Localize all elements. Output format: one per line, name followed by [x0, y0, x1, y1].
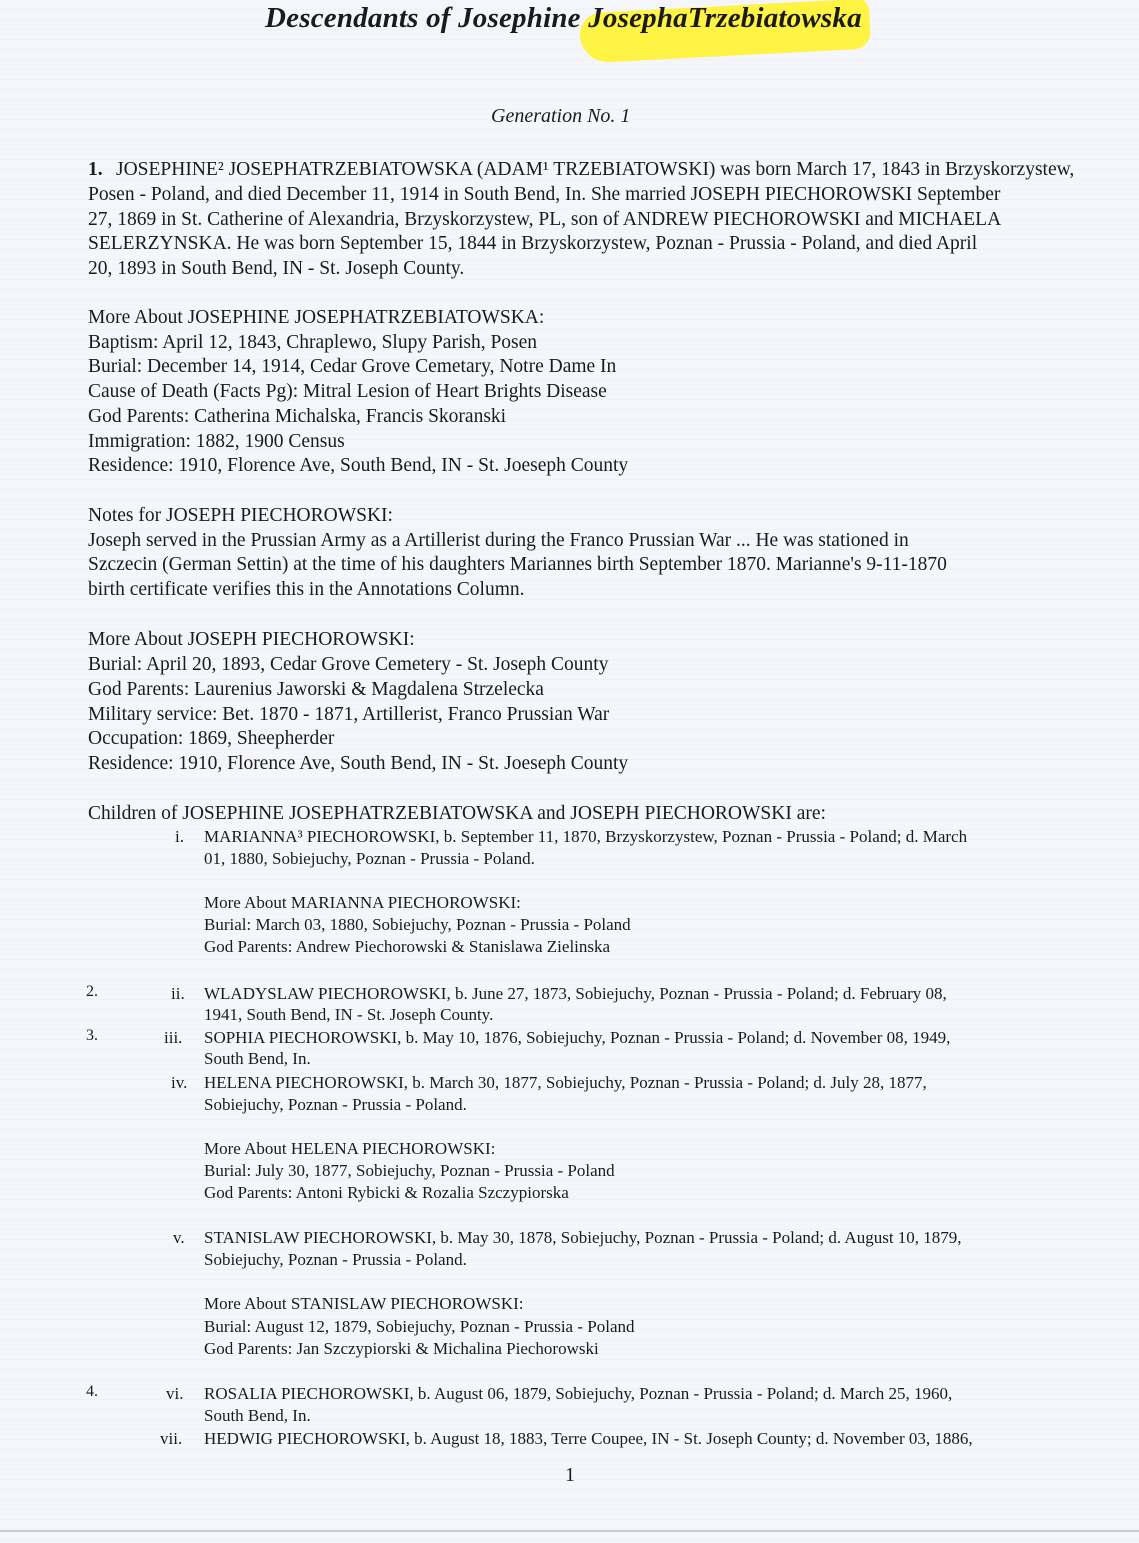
- child-roman-numeral: vi.: [166, 1384, 184, 1403]
- note-line: Szczecin (German Settin) at the time of his daughters Mariannes birth September 1870. Marianne's 9-11-1870: [88, 554, 947, 575]
- fact-line: Residence: 1910, Florence Ave, South Bend, IN - St. Joeseph County: [88, 455, 629, 476]
- children-heading: Children of JOSEPHINE JOSEPHATRZEBIATOWSKA and JOSEPH PIECHOROWSKI are:: [88, 803, 826, 824]
- note-line: Joseph served in the Prussian Army as a Artillerist during the Franco Prussian War ... He was stationed in: [88, 530, 909, 551]
- child-line: ROSALIA PIECHOROWSKI, b. August 06, 1879, Sobiejuchy, Poznan - Prussia - Poland; d. March 25, 1960,: [204, 1384, 953, 1403]
- child-fact-line: God Parents: Andrew Piechorowski & Stanislawa Zielinska: [204, 937, 611, 956]
- child-roman-numeral: iv.: [171, 1073, 188, 1092]
- fact-line: God Parents: Laurenius Jaworski & Magdalena Strzelecka: [88, 679, 544, 700]
- entry-line: SELERZYNSKA. He was born September 15, 1844 in Brzyskorzystew, Poznan - Prussia - Poland, and died April: [88, 233, 978, 254]
- fact-line: Occupation: 1869, Sheepherder: [88, 728, 335, 749]
- page-bottom-edge: [0, 1530, 1139, 1532]
- fact-line: God Parents: Catherina Michalska, Francis Skoranski: [88, 406, 507, 427]
- child-generation-number: 3.: [86, 1027, 98, 1044]
- page-number: 1: [565, 1464, 575, 1486]
- child-line: WLADYSLAW PIECHOROWSKI, b. June 27, 1873, Sobiejuchy, Poznan - Prussia - Poland; d. February 08,: [204, 984, 947, 1003]
- child-line: STANISLAW PIECHOROWSKI, b. May 30, 1878, Sobiejuchy, Poznan - Prussia - Poland; d. August 10, 1879,: [204, 1228, 962, 1247]
- entry-line: Posen - Poland, and died December 11, 1914 in South Bend, In. She married JOSEPH PIECHOROWSKI September: [88, 184, 1001, 205]
- child-line: South Bend, In.: [204, 1406, 311, 1425]
- child-roman-numeral: vii.: [160, 1429, 183, 1448]
- generation-heading: Generation No. 1: [491, 105, 631, 127]
- fact-line: Military service: Bet. 1870 - 1871, Artillerist, Franco Prussian War: [88, 704, 610, 725]
- fact-line: Baptism: April 12, 1843, Chraplewo, Slupy Parish, Posen: [88, 332, 538, 353]
- fact-line: Burial: December 14, 1914, Cedar Grove Cemetary, Notre Dame In: [88, 356, 617, 377]
- child-line: HEDWIG PIECHOROWSKI, b. August 18, 1883, Terre Coupee, IN - St. Joseph County; d. November 03, 1886,: [204, 1429, 973, 1448]
- more-about-joseph-heading: More About JOSEPH PIECHOROWSKI:: [88, 629, 415, 650]
- child-line: Sobiejuchy, Poznan - Prussia - Poland.: [204, 1095, 467, 1114]
- fact-line: Immigration: 1882, 1900 Census: [88, 431, 345, 452]
- note-line: birth certificate verifies this in the Annotations Column.: [88, 579, 525, 600]
- child-generation-number: 2.: [86, 983, 98, 1000]
- child-roman-numeral: i.: [175, 827, 184, 846]
- child-generation-number: 4.: [86, 1383, 98, 1400]
- child-line: SOPHIA PIECHOROWSKI, b. May 10, 1876, Sobiejuchy, Poznan - Prussia - Poland; d. November 08, 1949,: [204, 1028, 951, 1047]
- notes-joseph-heading: Notes for JOSEPH PIECHOROWSKI:: [88, 505, 393, 526]
- child-fact-line: God Parents: Jan Szczypiorski & Michalina Piechorowski: [204, 1339, 599, 1358]
- entry-line: 27, 1869 in St. Catherine of Alexandria, Brzyskorzystew, PL, son of ANDREW PIECHOROWSKI and MICHAELA: [88, 209, 1002, 230]
- more-about-josephine-heading: More About JOSEPHINE JOSEPHATRZEBIATOWSKA:: [88, 307, 545, 328]
- child-line: HELENA PIECHOROWSKI, b. March 30, 1877, Sobiejuchy, Poznan - Prussia - Poland; d. July 28, 1877,: [204, 1073, 927, 1092]
- child-roman-numeral: iii.: [164, 1028, 183, 1047]
- fact-line: Residence: 1910, Florence Ave, South Bend, IN - St. Joeseph County: [88, 753, 629, 774]
- entry-line: JOSEPHINE² JOSEPHATRZEBIATOWSKA (ADAM¹ TRZEBIATOWSKI) was born March 17, 1843 in Brzyskorzystew,: [116, 159, 1075, 180]
- fact-line: Cause of Death (Facts Pg): Mitral Lesion of Heart Brights Disease: [88, 381, 607, 402]
- child-more-heading: More About HELENA PIECHOROWSKI:: [204, 1139, 496, 1158]
- child-line: 1941, South Bend, IN - St. Joseph County.: [204, 1005, 494, 1024]
- entry-line: 20, 1893 in South Bend, IN - St. Joseph County.: [88, 258, 465, 279]
- document-title: Descendants of Josephine JosephaTrzebiatowska: [265, 2, 862, 34]
- child-fact-line: Burial: March 03, 1880, Sobiejuchy, Poznan - Prussia - Poland: [204, 915, 631, 934]
- child-fact-line: Burial: August 12, 1879, Sobiejuchy, Poznan - Prussia - Poland: [204, 1317, 635, 1336]
- child-fact-line: God Parents: Antoni Rybicki & Rozalia Szczypiorska: [204, 1183, 569, 1202]
- child-roman-numeral: v.: [173, 1228, 185, 1247]
- entry-number: 1.: [88, 159, 103, 180]
- fact-line: Burial: April 20, 1893, Cedar Grove Cemetery - St. Joseph County: [88, 654, 609, 675]
- child-more-heading: More About STANISLAW PIECHOROWSKI:: [204, 1294, 524, 1313]
- child-roman-numeral: ii.: [171, 984, 185, 1003]
- child-more-heading: More About MARIANNA PIECHOROWSKI:: [204, 893, 521, 912]
- child-fact-line: Burial: July 30, 1877, Sobiejuchy, Poznan - Prussia - Poland: [204, 1161, 615, 1180]
- child-line: Sobiejuchy, Poznan - Prussia - Poland.: [204, 1250, 467, 1269]
- child-line: South Bend, In.: [204, 1049, 311, 1068]
- child-line: 01, 1880, Sobiejuchy, Poznan - Prussia - Poland.: [204, 849, 535, 868]
- child-line: MARIANNA³ PIECHOROWSKI, b. September 11, 1870, Brzyskorzystew, Poznan - Prussia - Poland; d. March: [204, 827, 968, 846]
